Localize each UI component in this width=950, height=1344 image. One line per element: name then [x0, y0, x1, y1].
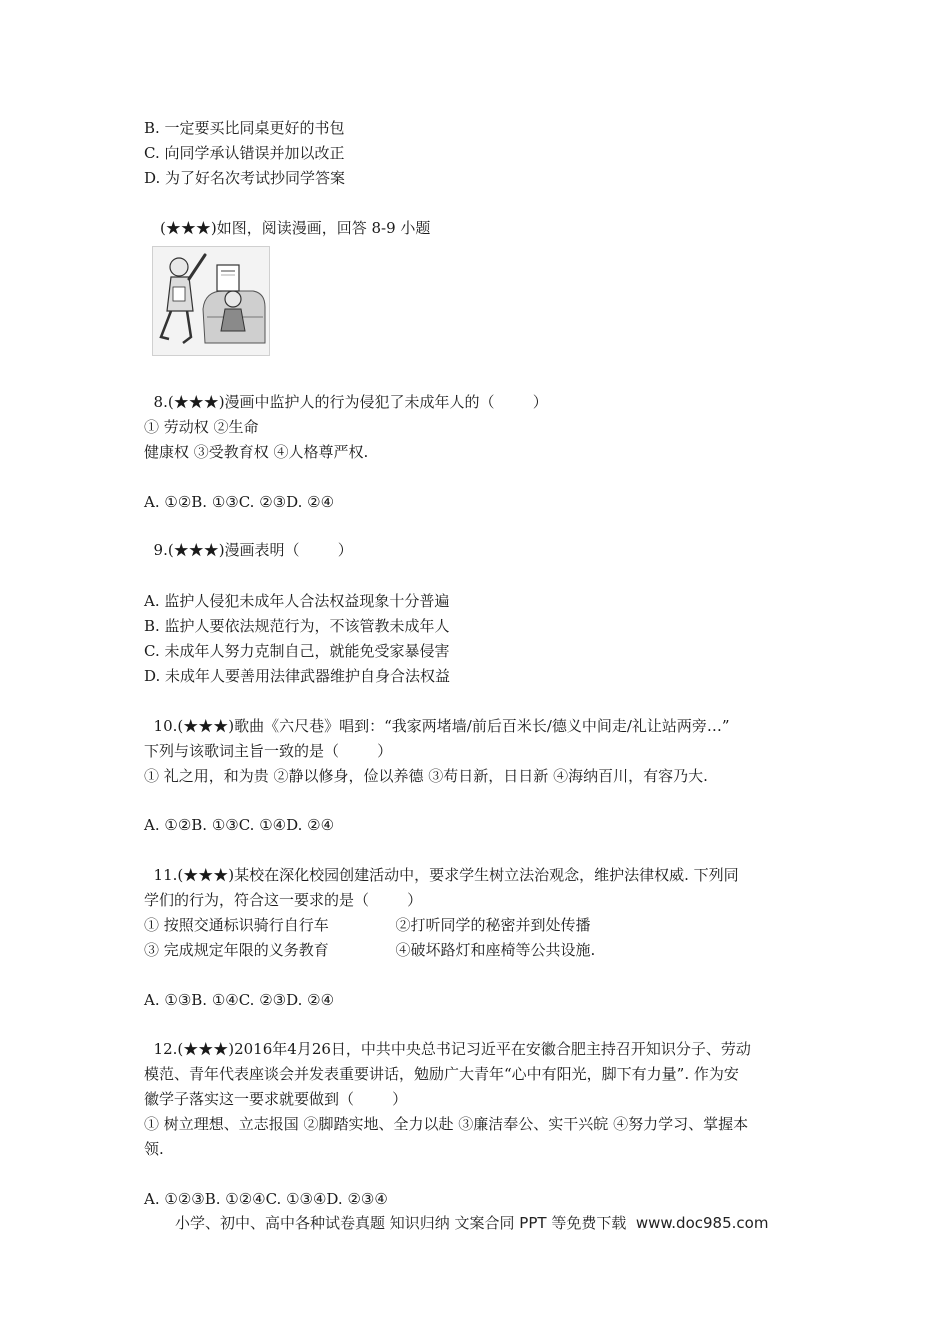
- q9-option-b: B. 监护人要依法规范行为，不该管教未成年人: [144, 617, 450, 635]
- q11-options: A. ①③B. ①④C. ②③D. ②④: [144, 991, 335, 1009]
- comic-intro: (★★★)如图，阅读漫画，回答 8-9 小题: [160, 219, 431, 237]
- q7-option-c: C. 向同学承认错误并加以改正: [144, 144, 345, 162]
- q7-option-d: D. 为了好名次考试抄同学答案: [144, 169, 346, 187]
- q12-stem-line1: 12.(★★★)2016年4月26日，中共中央总书记习近平在安徽合肥主持召开知识分子、劳动: [144, 1040, 751, 1058]
- q12-stem-line3: 徽学子落实这一要求就要做到（ ）: [144, 1090, 408, 1108]
- q11-stem-line2: 学们的行为，符合这一要求的是（ ）: [144, 891, 423, 909]
- q8-choices-line1: ① 劳动权 ②生命: [144, 418, 259, 436]
- q9-option-a: A. 监护人侵犯未成年人合法权益现象十分普遍: [144, 592, 450, 610]
- q12-choices-line2: 领.: [144, 1140, 164, 1158]
- comic-illustration: [152, 246, 270, 356]
- q11-choices-line2: ③ 完成规定年限的义务教育 ④破坏路灯和座椅等公共设施.: [144, 941, 596, 959]
- comic-drawing-icon: [153, 247, 269, 355]
- q10-options: A. ①②B. ①③C. ①④D. ②④: [144, 816, 335, 834]
- q12-options: A. ①②③B. ①②④C. ①③④D. ②③④: [144, 1190, 388, 1208]
- q12-stem-line2: 模范、青年代表座谈会并发表重要讲话，勉励广大青年“心中有阳光，脚下有力量”. 作为安: [144, 1065, 739, 1083]
- q9-stem: 9.(★★★)漫画表明（ ）: [144, 541, 353, 559]
- q11-stem-line1: 11.(★★★)某校在深化校园创建活动中，要求学生树立法治观念，维护法律权威. 下列同: [144, 866, 739, 884]
- q11-choices-line1: ① 按照交通标识骑行自行车 ②打听同学的秘密并到处传播: [144, 916, 591, 934]
- q8-options: A. ①②B. ①③C. ②③D. ②④: [144, 493, 335, 511]
- q9-option-c: C. 未成年人努力克制自己，就能免受家暴侵害: [144, 642, 450, 660]
- q8-stem: 8.(★★★)漫画中监护人的行为侵犯了未成年人的（ ）: [144, 393, 548, 411]
- q12-choices-line1: ① 树立理想、立志报国 ②脚踏实地、全力以赴 ③廉洁奉公、实干兴皖 ④努力学习、掌握本: [144, 1115, 749, 1133]
- q8-choices-line2: 健康权 ③受教育权 ④人格尊严权.: [144, 443, 369, 461]
- q10-stem-line2: 下列与该歌词主旨一致的是（ ）: [144, 742, 393, 760]
- q10-stem-line1: 10.(★★★)歌曲《六尺巷》唱到：“我家两堵墙/前后百米长/德义中间走/礼让站两旁…”: [144, 717, 730, 735]
- q10-choices: ① 礼之用，和为贵 ②静以修身，俭以养德 ③苟日新，日日新 ④海纳百川，有容乃大.: [144, 767, 708, 785]
- page-footer: 小学、初中、高中各种试卷真题 知识归纳 文案合同 PPT 等免费下载 www.doc985.com: [175, 1214, 769, 1232]
- q9-option-d: D. 未成年人要善用法律武器维护自身合法权益: [144, 667, 451, 685]
- q7-option-b: B. 一定要买比同桌更好的书包: [144, 119, 345, 137]
